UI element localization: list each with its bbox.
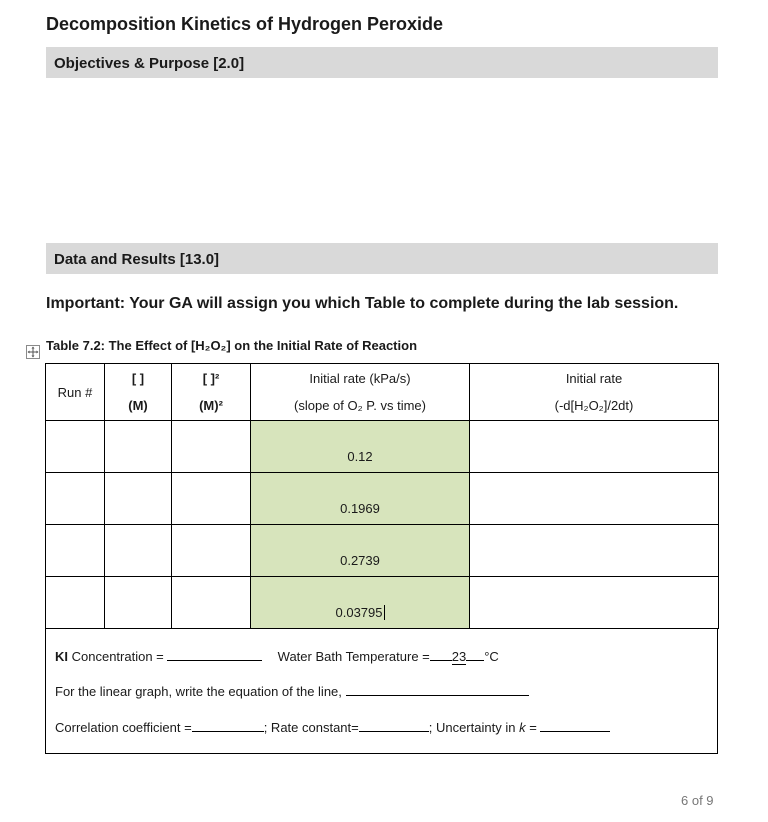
uncertainty-equals: =: [529, 720, 537, 735]
header-initial-rate: [251, 364, 470, 421]
cell-initial-rate-2[interactable]: [470, 577, 719, 629]
cell-concentration-squared[interactable]: [172, 421, 251, 473]
header-initial-rate-2: [470, 364, 719, 421]
footer-box: [45, 628, 718, 754]
water-bath-blank-right: [466, 648, 484, 661]
document-title: Decomposition Kinetics of Hydrogen Peroxide: [46, 14, 444, 34]
section-data-results: [46, 243, 718, 274]
correlation-line: [55, 719, 610, 735]
header-concentration-squared-top: [ ]²: [202, 371, 220, 386]
ki-concentration-blank[interactable]: [167, 648, 262, 661]
header-run: [46, 364, 105, 421]
ki-label: Concentration =: [71, 649, 164, 664]
cell-initial-rate-value: 0.1969: [340, 501, 380, 516]
cell-initial-rate[interactable]: [251, 421, 470, 473]
linear-graph-blank[interactable]: [346, 683, 529, 696]
table-row: [46, 421, 719, 473]
table-header-row: [46, 364, 719, 421]
table-caption: Table 7.2: The Effect of [H₂O₂] on the Initial Rate of Reaction: [46, 338, 418, 353]
rate-constant-label: ; Rate constant=: [263, 720, 359, 735]
cell-initial-rate-2[interactable]: [470, 421, 719, 473]
move-arrows-icon[interactable]: [26, 345, 40, 359]
cell-initial-rate[interactable]: [251, 577, 470, 629]
section-objectives: [46, 47, 718, 78]
cell-initial-rate[interactable]: [251, 473, 470, 525]
section-data-results-label: Data and Results [13.0]: [54, 251, 220, 268]
cell-concentration[interactable]: [105, 421, 172, 473]
header-concentration-unit: (M): [128, 398, 148, 413]
cell-concentration-squared[interactable]: [172, 473, 251, 525]
cell-concentration[interactable]: [105, 577, 172, 629]
cell-concentration-squared[interactable]: [172, 525, 251, 577]
cell-run[interactable]: [46, 577, 105, 629]
table-row: [46, 473, 719, 525]
correlation-blank[interactable]: [192, 719, 264, 732]
cell-run[interactable]: [46, 473, 105, 525]
cell-initial-rate-value: 0.12: [347, 449, 373, 464]
cell-run[interactable]: [46, 421, 105, 473]
water-bath-value[interactable]: 23: [451, 649, 467, 664]
cell-initial-rate[interactable]: [251, 525, 470, 577]
header-initial-rate-2-top: Initial rate: [565, 371, 623, 386]
header-concentration-top: [ ]: [131, 371, 145, 386]
ki-line: [55, 648, 499, 664]
ki-label-bold: KI: [55, 649, 68, 664]
cell-initial-rate-value: 0.2739: [340, 553, 380, 568]
page-number: 6 of 9: [681, 793, 714, 808]
water-bath-blank-left: [430, 648, 452, 661]
header-initial-rate-top: Initial rate (kPa/s): [309, 371, 411, 386]
linear-graph-label: For the linear graph, write the equation of the line,: [55, 684, 342, 699]
water-bath-unit: °C: [484, 649, 499, 664]
cell-initial-rate-2[interactable]: [470, 473, 719, 525]
k-symbol: k: [519, 720, 526, 735]
important-note: Important: Your GA will assign you which Table to complete during the lab session.: [46, 295, 679, 312]
cell-concentration[interactable]: [105, 525, 172, 577]
data-table: [45, 363, 719, 629]
uncertainty-blank[interactable]: [540, 719, 610, 732]
cell-concentration[interactable]: [105, 473, 172, 525]
header-initial-rate-2-sub: (-d[H₂O₂]/2dt): [554, 398, 634, 413]
correlation-label: Correlation coefficient =: [55, 720, 192, 735]
water-bath-label: Water Bath Temperature =: [277, 649, 430, 664]
table-row: [46, 577, 719, 629]
cell-initial-rate-value: 0.03795: [335, 605, 383, 620]
header-concentration-squared: [172, 364, 251, 421]
header-initial-rate-sub: (slope of O₂ P. vs time): [294, 398, 426, 413]
rate-constant-blank[interactable]: [359, 719, 429, 732]
cell-concentration-squared[interactable]: [172, 577, 251, 629]
header-concentration: [105, 364, 172, 421]
header-run-label: Run #: [57, 384, 93, 400]
uncertainty-label: ; Uncertainty in: [428, 720, 516, 735]
section-objectives-label: Objectives & Purpose [2.0]: [54, 55, 245, 72]
linear-graph-line: [55, 683, 529, 699]
cell-run[interactable]: [46, 525, 105, 577]
header-concentration-squared-unit: (M)²: [199, 398, 223, 413]
table-row: [46, 525, 719, 577]
cell-initial-rate-2[interactable]: [470, 525, 719, 577]
